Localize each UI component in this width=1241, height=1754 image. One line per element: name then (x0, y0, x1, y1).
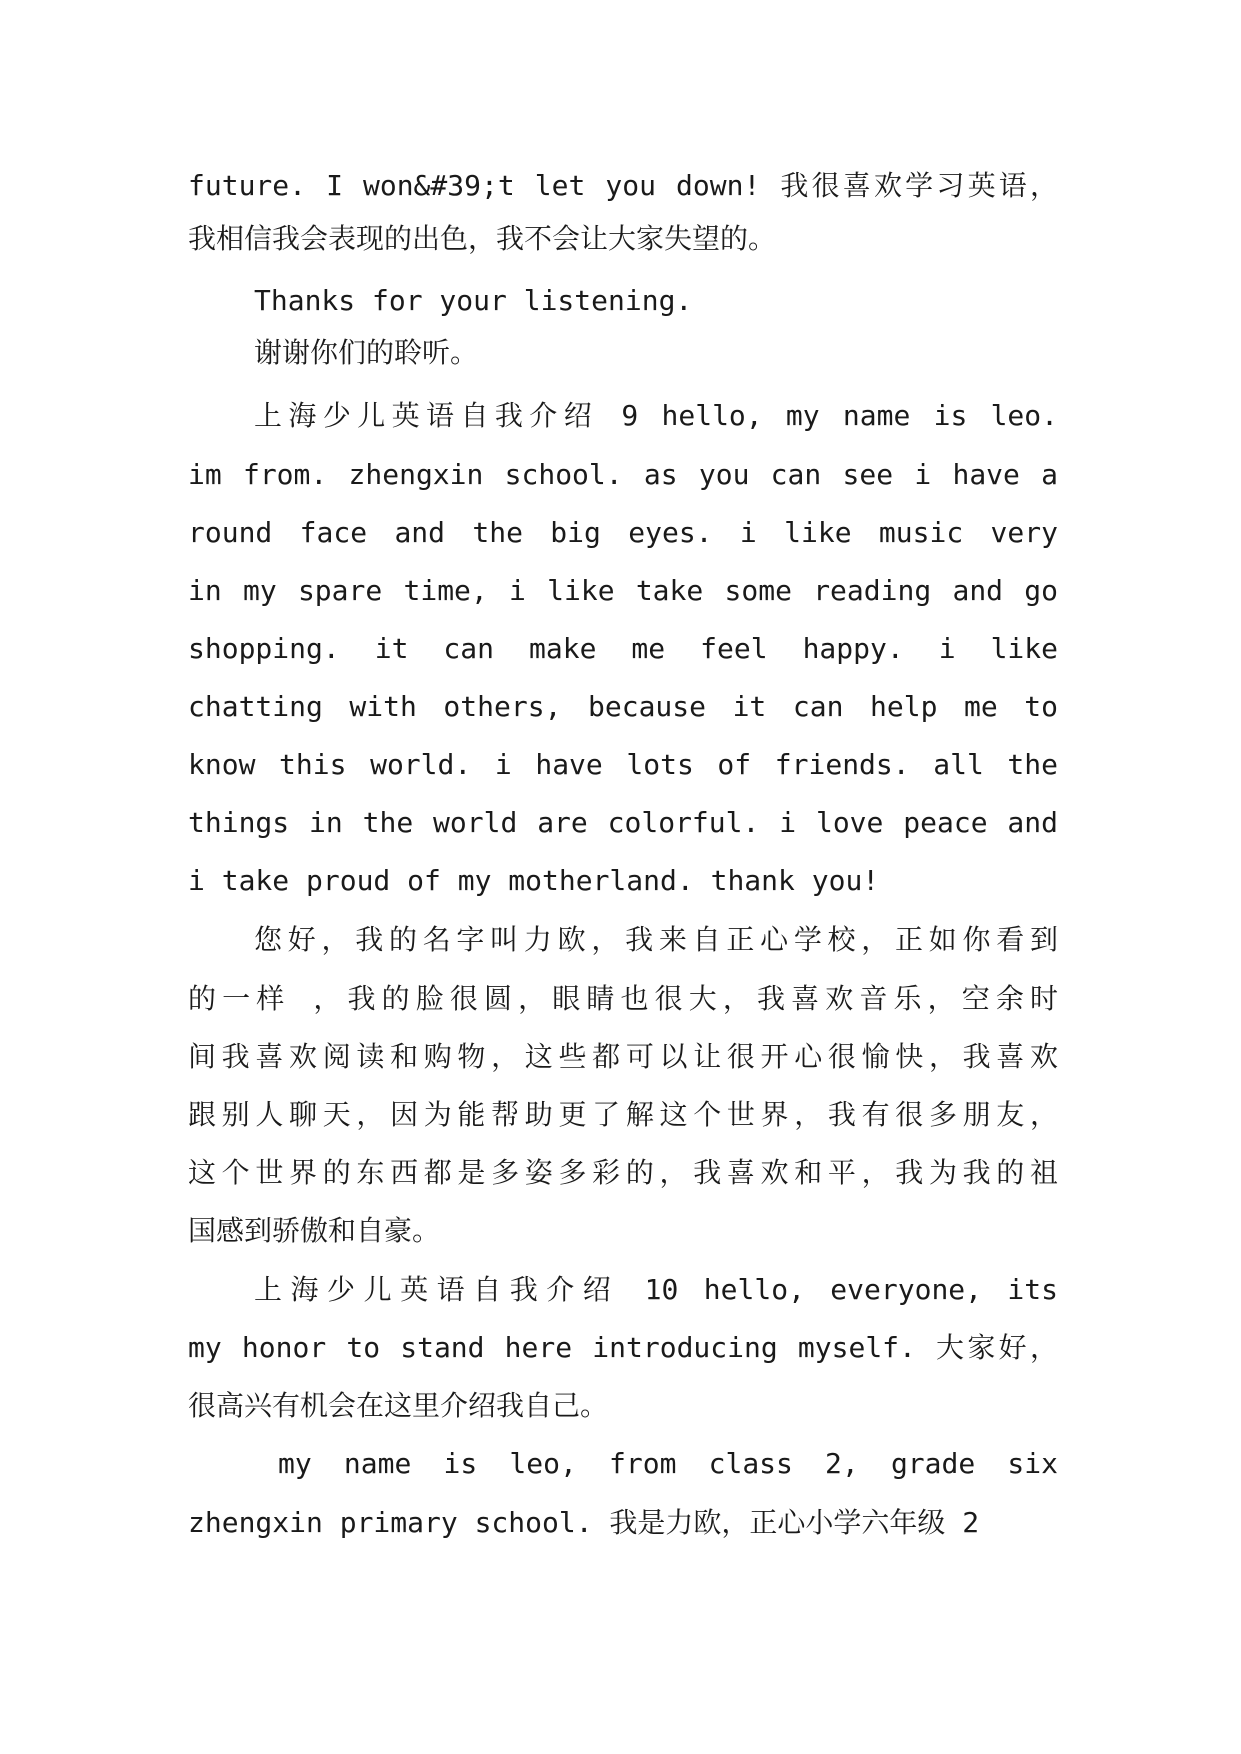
text-line: 间我喜欢阅读和购物，这些都可以让很开心很愉快，我喜欢 (188, 1040, 1058, 1073)
text-line: 谢谢你们的聆听。 (254, 336, 479, 369)
text-line: i take proud of my motherland. thank you! (188, 864, 880, 897)
text-line: 国感到骄傲和自豪。 (188, 1214, 441, 1247)
text-line: Thanks for your listening. (254, 284, 693, 317)
text-line: shopping. it can make me feel happy. i like (188, 632, 1058, 665)
text-line: 很高兴有机会在这里介绍我自己。 (188, 1389, 609, 1422)
text-line: 我相信我会表现的出色，我不会让大家失望的。 (188, 222, 777, 255)
text-line: my honor to stand here introducing myself. 大家好， (188, 1331, 1058, 1364)
text-line: know this world. i have lots of friends. all the (188, 748, 1058, 781)
text-line: 您好，我的名字叫力欧，我来自正心学校，正如你看到 (254, 923, 1058, 956)
text-line: 上海少儿英语自我介绍 10 hello, everyone, its (254, 1273, 1058, 1306)
text-line: things in the world are colorful. i love peace and (188, 806, 1058, 839)
text-line: 这个世界的东西都是多姿多彩的，我喜欢和平，我为我的祖 (188, 1156, 1058, 1189)
text-line: my name is leo, from class 2, grade six (278, 1447, 1058, 1480)
text-line: 的一样 ，我的脸很圆，眼睛也很大，我喜欢音乐，空余时 (188, 982, 1058, 1015)
text-line: round face and the big eyes. i like music very (188, 516, 1058, 549)
text-line: 上海少儿英语自我介绍 9 hello, my name is leo. (254, 399, 1058, 432)
text-line: 跟别人聊天，因为能帮助更了解这个世界，我有很多朋友， (188, 1098, 1058, 1131)
text-line: chatting with others, because it can help me to (188, 690, 1058, 723)
text-line: zhengxin primary school. 我是力欧，正心小学六年级 2 (188, 1506, 980, 1539)
text-line: im from. zhengxin school. as you can see i have a (188, 458, 1058, 491)
text-line: in my spare time, i like take some reading and go (188, 574, 1058, 607)
text-line: future. I won&#39;t let you down! 我很喜欢学习英语， (188, 169, 1058, 202)
